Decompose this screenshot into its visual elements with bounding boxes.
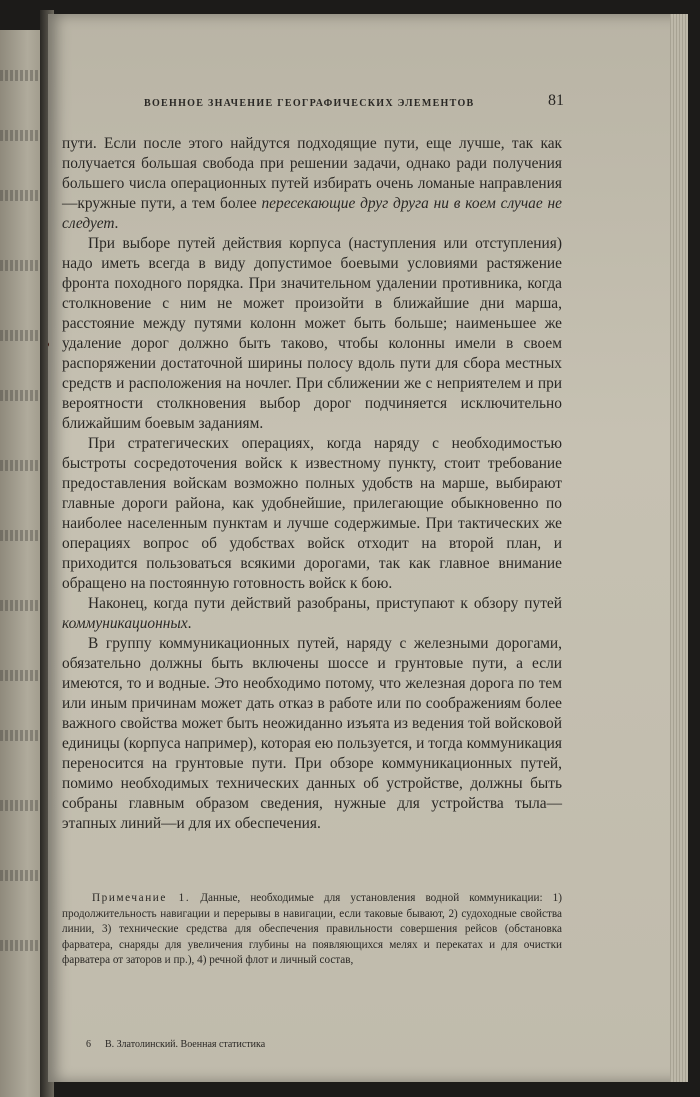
signature-number: 6 [86, 1039, 91, 1050]
page-footer [86, 1039, 265, 1050]
page-number: 81 [548, 92, 564, 109]
paragraph-5: В группу коммуникационных путей, наряду с железными дорогами, обязательно должны быть включены шоссе и грунтовые пути, а если имеются, то и водные. Это необходимо потому, что железная дорога по тем или иным причинам может дать отказ в работе или по соображениям более важного свойства может быть неожиданно изъята из ведения той войсковой единицы (корпуса например), которая ею пользуется, и тогда коммуникация переносится на грунтовые пути. При обзоре коммуникационных путей, помимо необходимых технических данных об устройстве, должны быть собраны главным образом сведения, нужные для устройства тыла—этапных линий—и для их обеспечения. [62, 635, 562, 832]
body-text [62, 134, 562, 834]
ink-mark [48, 342, 49, 347]
paragraph-2: При выборе путей действия корпуса (наступления или отступления) надо иметь всегда в виду допустимое боевыми условиями растяжение фронта походного порядка. При значительном удалении противника, когда столкновение с ним не может произойти в ближайшие дни марша, расстояние между путями колонн может быть больше; наименьшее же удаление дорог должно быть таково, чтобы колонны имели в своем распоряжении достаточной ширины полосу вдоль пути для сбора местных средств и расположения на ночлег. При сближении же с неприятелем и при вероятности столкновения выбор дорог подчиняется исключительно ближайшим боевым заданиям. [62, 235, 562, 432]
note-text: Данные, необходимые для установления водной коммуникации: 1) продолжительность навигации и перерывы в навигации, если таковые бывают, 2) судоходные свойства линии, 3) технические средства для обеспечения правильности совершения рейсов (обстановка фарватера, снаряды для увеличения глубины на появляющихся мелях и перекатах и для очистки фарватера от заторов и пр.), 4) речной флот и личный состав, [62, 892, 563, 966]
italic-emphasis: пересекающие друг друга ни в коем случае не следует [62, 195, 562, 232]
footer-text: В. Златолинский. Военная статистика [105, 1039, 266, 1050]
page-edge [670, 14, 688, 1082]
paragraph-4: Наконец, когда пути действий разобраны, приступают к обзору путей коммуникационных. [62, 595, 562, 632]
running-head: ВОЕННОЕ ЗНАЧЕНИЕ ГЕОГРАФИЧЕСКИХ ЭЛЕМЕНТОВ [144, 98, 475, 109]
paragraph-3: При стратегических операциях, когда наряду с необходимостью быстроты сосредоточения войск к известному пункту, стоит требование предоставления войскам возможно полных удобств на марше, выбирают главные дороги района, как удобнейшие, прилегающие обыкновенно по наиболее населенным пунктам и лучше содержимые. При тактических же операциях вопрос об удобствах войск отходит на второй план, и приходится пользоваться всякими дорогами, так как главное внимание обращено на постоянную готовность войск к бою. [62, 435, 562, 592]
book-page [48, 14, 688, 1082]
paragraph-1: пути. Если после этого найдутся подходящие пути, еще лучше, так как получается большая свобода при решении задачи, однако ради получения большего числа операционных путей избирать очень ломаные направления—кружные пути, а тем более пересекающие друг друга ни в коем случае не следует. [62, 135, 562, 232]
footnote [62, 891, 562, 969]
italic-emphasis: коммуникационных [62, 615, 188, 632]
note-label: Примечание 1. [92, 892, 191, 904]
